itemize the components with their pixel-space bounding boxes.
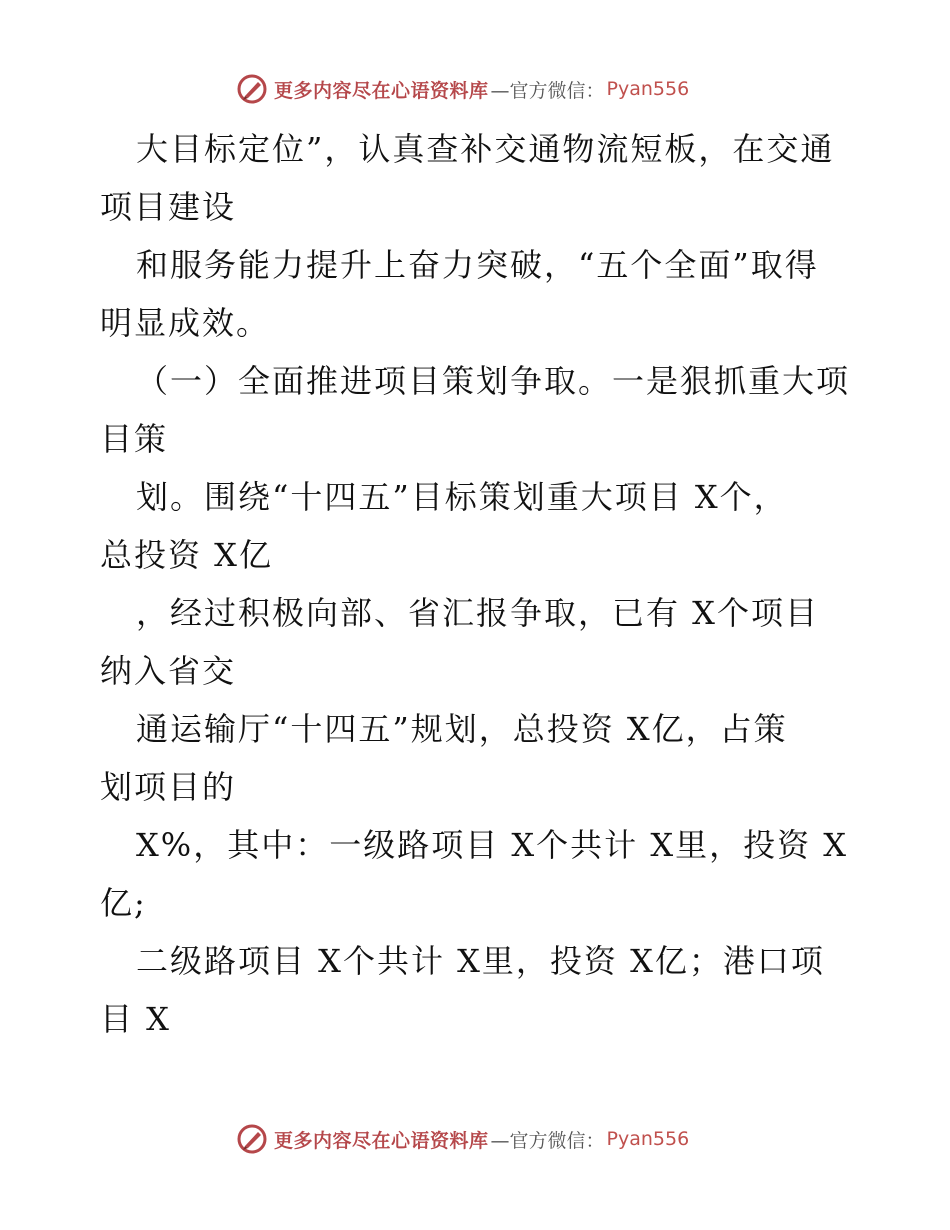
paragraph-line: ，经过积极向部、省汇报争取，已有 X个项目 [136,594,819,632]
paragraph-line: 二级路项目 X个共计 X里，投资 X亿；港口项 [136,942,825,980]
paragraph-line: （一）全面推进项目策划争取。一是狠抓重大项 [136,362,851,400]
paragraph-line: 划。围绕“十四五”目标策划重大项目 X个， [136,478,788,516]
pen-logo-icon [236,1123,268,1155]
watermark-site: 更多内容尽在心语资料库 [274,79,489,102]
paragraph-line: X%，其中：一级路项目 X个共计 X里，投资 X [136,826,849,864]
paragraph-line: 总投资 X亿 [100,536,273,574]
paragraph-line: 目 X [100,1000,171,1038]
paragraph-line: 纳入省交 [100,652,237,690]
watermark-id: Pyan556 [606,1128,690,1150]
watermark-id: Pyan556 [606,78,690,100]
paragraph-line: 项目建设 [100,188,237,226]
paragraph-line: 和服务能力提升上奋力突破，“五个全面”取得 [136,246,819,284]
pen-logo-icon [236,73,268,105]
document-body [100,120,860,1048]
paragraph-line: 明显成效。 [100,304,271,342]
paragraph-line: 通运输厅“十四五”规划，总投资 X亿，占策 [136,710,788,748]
watermark-official: —官方微信： [490,79,605,102]
watermark-header [236,72,756,106]
watermark-footer [236,1122,756,1156]
paragraph-line: 目策 [100,420,169,458]
watermark-site: 更多内容尽在心语资料库 [274,1129,489,1152]
paragraph-line: 亿; [100,884,147,922]
paragraph-line: 划项目的 [100,768,237,806]
paragraph-line: 大目标定位”，认真查补交通物流短板，在交通 [136,130,835,168]
watermark-official: —官方微信： [490,1129,605,1152]
